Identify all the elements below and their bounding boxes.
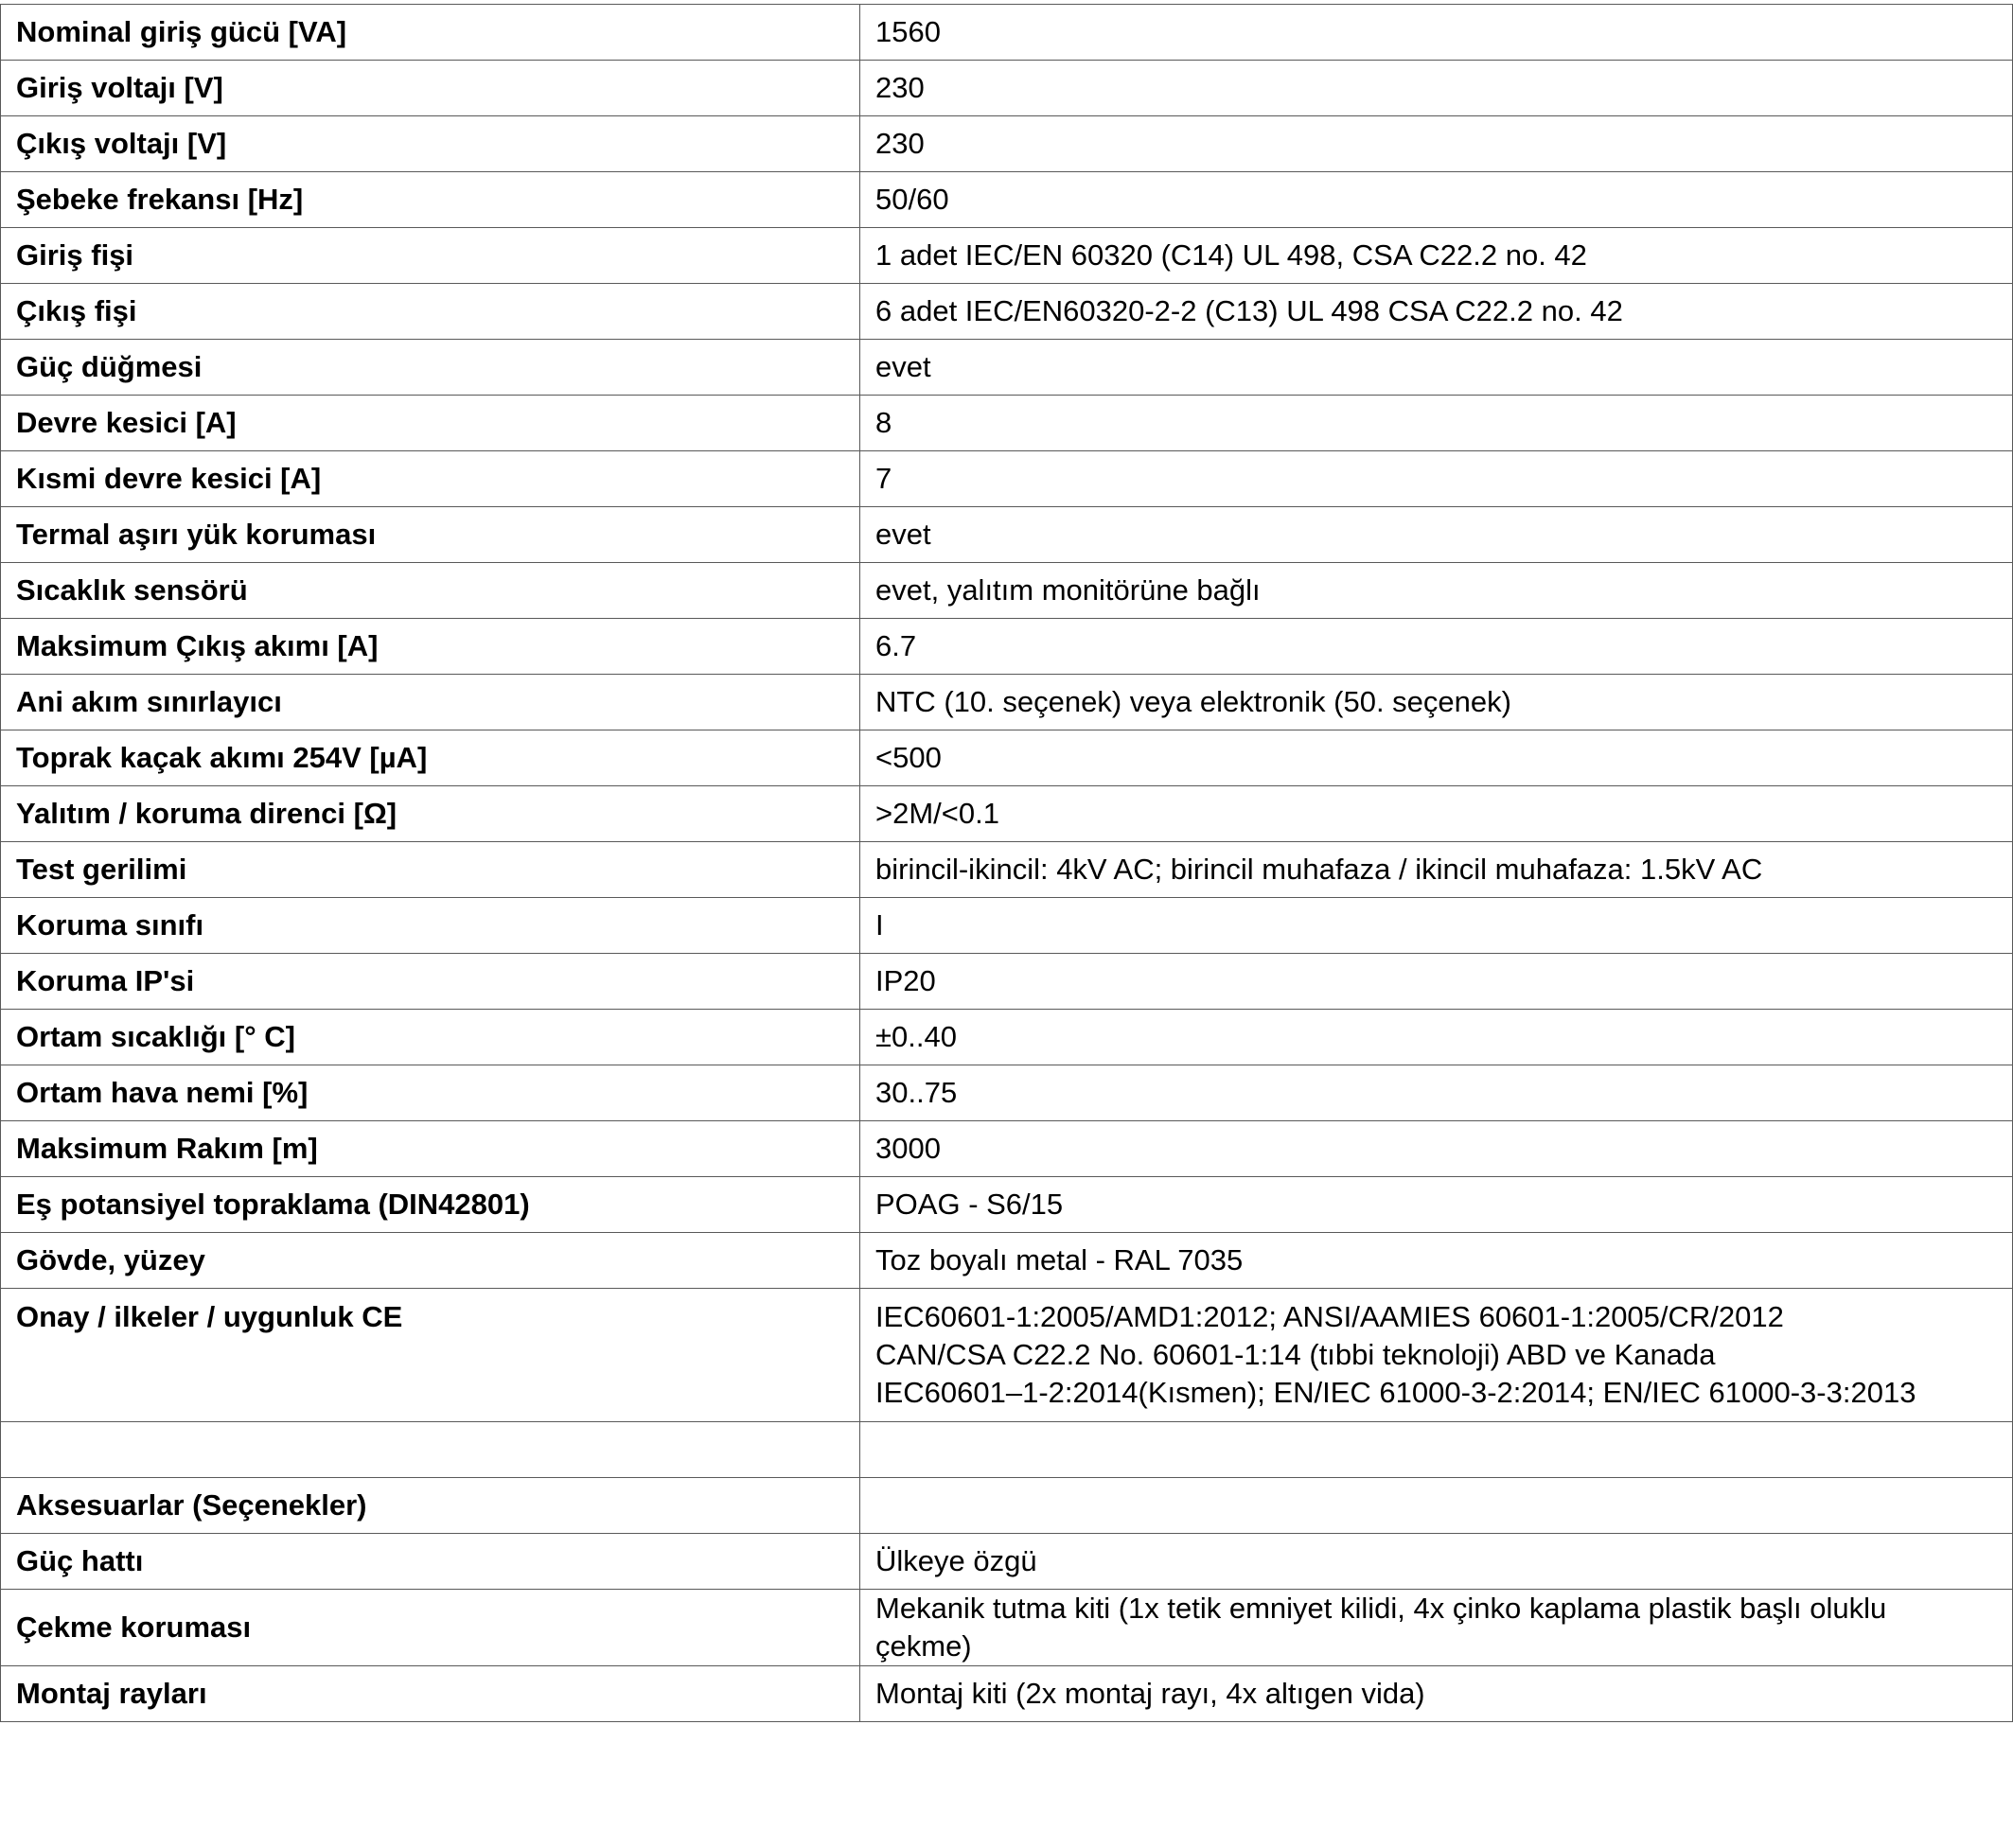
row-value: 30..75	[860, 1065, 2013, 1121]
table-row	[1, 1121, 2013, 1177]
specification-table	[0, 4, 2013, 1722]
table-row	[1, 284, 2013, 340]
row-value: <500	[860, 730, 2013, 786]
table-row	[1, 954, 2013, 1010]
row-label: Giriş fişi	[1, 228, 860, 284]
row-value: evet	[860, 507, 2013, 563]
row-label: Toprak kaçak akımı 254V [µA]	[1, 730, 860, 786]
row-label: Sıcaklık sensörü	[1, 563, 860, 619]
table-row	[1, 1478, 2013, 1534]
row-value: >2M/<0.1	[860, 786, 2013, 842]
table-row	[1, 1666, 2013, 1722]
row-label: Güç hattı	[1, 1534, 860, 1590]
table-row	[1, 116, 2013, 172]
table-row	[1, 786, 2013, 842]
row-label: Ortam hava nemi [%]	[1, 1065, 860, 1121]
row-label: Eş potansiyel topraklama (DIN42801)	[1, 1177, 860, 1233]
row-label: Aksesuarlar (Seçenekler)	[1, 1478, 860, 1534]
table-row	[1, 1177, 2013, 1233]
row-value: IEC60601-1:2005/AMD1:2012; ANSI/AAMIES 60601-1:2005/CR/2012 CAN/CSA C22.2 No. 60601-1:14 (tıbbi teknoloji) ABD ve Kanada IEC60601–1-2:2014(Kısmen); EN/IEC 61000-3-2:2014; EN/IEC 61000-3-3:2013	[860, 1289, 2013, 1422]
table-row	[1, 1289, 2013, 1422]
table-row	[1, 172, 2013, 228]
table-row	[1, 1422, 2013, 1478]
row-value: 7	[860, 451, 2013, 507]
row-value: evet	[860, 340, 2013, 396]
row-label: Nominal giriş gücü [VA]	[1, 5, 860, 61]
row-label: Çıkış fişi	[1, 284, 860, 340]
row-value: IP20	[860, 954, 2013, 1010]
row-label: Montaj rayları	[1, 1666, 860, 1722]
row-label: Şebeke frekansı [Hz]	[1, 172, 860, 228]
row-value: NTC (10. seçenek) veya elektronik (50. seçenek)	[860, 675, 2013, 730]
row-value: 3000	[860, 1121, 2013, 1177]
row-label: Gövde, yüzey	[1, 1233, 860, 1289]
row-value: POAG - S6/15	[860, 1177, 2013, 1233]
row-label: Maksimum Rakım [m]	[1, 1121, 860, 1177]
row-label: Test gerilimi	[1, 842, 860, 898]
row-label: Maksimum Çıkış akımı [A]	[1, 619, 860, 675]
table-row	[1, 675, 2013, 730]
row-label: Devre kesici [A]	[1, 396, 860, 451]
table-row	[1, 730, 2013, 786]
row-label: Çıkış voltajı [V]	[1, 116, 860, 172]
row-value: 8	[860, 396, 2013, 451]
row-label: Ani akım sınırlayıcı	[1, 675, 860, 730]
table-row	[1, 1065, 2013, 1121]
row-label: Güç düğmesi	[1, 340, 860, 396]
row-label	[1, 1422, 860, 1478]
row-label: Kısmi devre kesici [A]	[1, 451, 860, 507]
table-row	[1, 507, 2013, 563]
row-value: Ülkeye özgü	[860, 1534, 2013, 1590]
row-value: birincil-ikincil: 4kV AC; birincil muhafaza / ikincil muhafaza: 1.5kV AC	[860, 842, 2013, 898]
table-row	[1, 340, 2013, 396]
row-value: I	[860, 898, 2013, 954]
row-label: Giriş voltajı [V]	[1, 61, 860, 116]
table-row	[1, 5, 2013, 61]
row-value	[860, 1422, 2013, 1478]
table-row	[1, 898, 2013, 954]
row-value: Montaj kiti (2x montaj rayı, 4x altıgen vida)	[860, 1666, 2013, 1722]
table-row	[1, 396, 2013, 451]
row-value: 6 adet IEC/EN60320-2-2 (C13) UL 498 CSA C22.2 no. 42	[860, 284, 2013, 340]
row-label: Çekme koruması	[1, 1590, 860, 1666]
table-row	[1, 228, 2013, 284]
table-row	[1, 451, 2013, 507]
row-value: ±0..40	[860, 1010, 2013, 1065]
row-value: 6.7	[860, 619, 2013, 675]
table-row	[1, 619, 2013, 675]
row-label: Koruma IP'si	[1, 954, 860, 1010]
row-value: evet, yalıtım monitörüne bağlı	[860, 563, 2013, 619]
row-label: Yalıtım / koruma direnci [Ω]	[1, 786, 860, 842]
table-row	[1, 1534, 2013, 1590]
table-row	[1, 1233, 2013, 1289]
table-row	[1, 61, 2013, 116]
row-value: Mekanik tutma kiti (1x tetik emniyet kilidi, 4x çinko kaplama plastik başlı oluklu çekme)	[860, 1590, 2013, 1666]
specification-table-body	[1, 5, 2013, 1722]
row-value: 1560	[860, 5, 2013, 61]
row-label: Koruma sınıfı	[1, 898, 860, 954]
row-value: 230	[860, 61, 2013, 116]
table-row	[1, 1590, 2013, 1666]
table-row	[1, 1010, 2013, 1065]
row-value: 50/60	[860, 172, 2013, 228]
row-label: Termal aşırı yük koruması	[1, 507, 860, 563]
row-value	[860, 1478, 2013, 1534]
row-label: Ortam sıcaklığı [° C]	[1, 1010, 860, 1065]
row-value: 230	[860, 116, 2013, 172]
table-row	[1, 563, 2013, 619]
row-label: Onay / ilkeler / uygunluk CE	[1, 1289, 860, 1422]
row-value: Toz boyalı metal - RAL 7035	[860, 1233, 2013, 1289]
table-row	[1, 842, 2013, 898]
row-value: 1 adet IEC/EN 60320 (C14) UL 498, CSA C22.2 no. 42	[860, 228, 2013, 284]
